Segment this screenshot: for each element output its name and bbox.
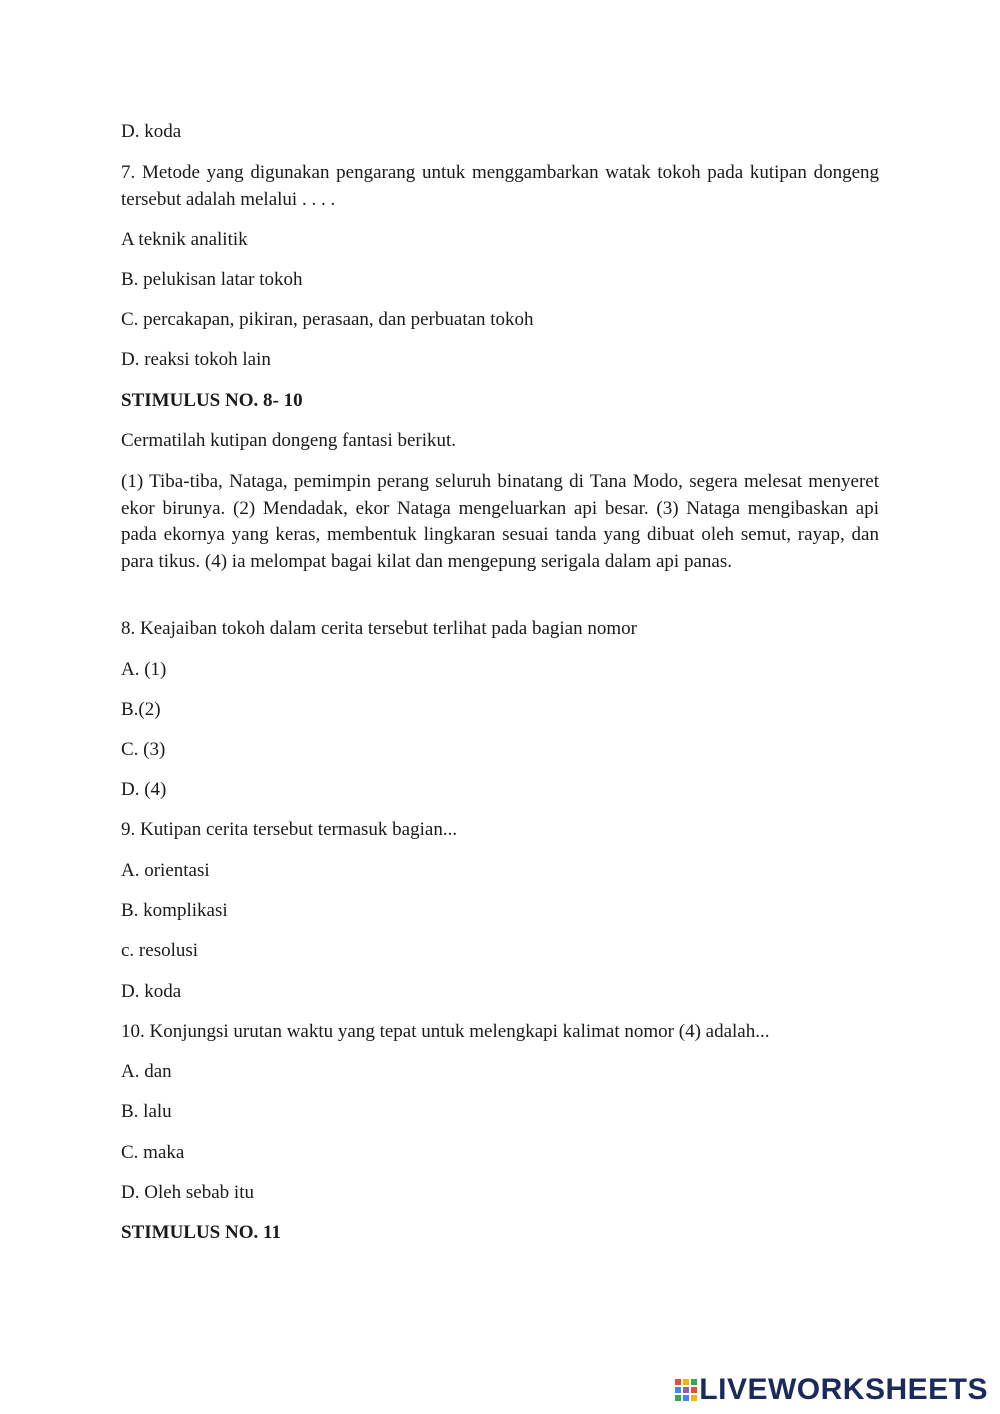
- instruction-text: Cermatilah kutipan dongeng fantasi berikut.: [121, 430, 457, 451]
- question-10: 10. Konjungsi urutan waktu yang tepat untuk melengkapi kalimat nomor (4) adalah...: [121, 1021, 770, 1042]
- question-8: 8. Keajaiban tokoh dalam cerita tersebut terlihat pada bagian nomor: [121, 618, 637, 639]
- answer-option: A. orientasi: [121, 860, 210, 881]
- answer-option: C. maka: [121, 1142, 185, 1163]
- stimulus-heading: STIMULUS NO. 11: [121, 1222, 281, 1243]
- answer-option: B. lalu: [121, 1101, 172, 1122]
- answer-option: A. (1): [121, 659, 167, 680]
- brand-name: LIVEWORKSHEETS: [699, 1373, 988, 1406]
- liveworksheets-logo-icon: [675, 1379, 697, 1401]
- question-9: 9. Kutipan cerita tersebut termasuk bagian...: [121, 819, 458, 840]
- answer-option: c. resolusi: [121, 940, 199, 961]
- story-passage: (1) Tiba-tiba, Nataga, pemimpin perang seluruh binatang di Tana Modo, segera melesat menyeret ekor birunya. (2) Mendadak, ekor Nataga mengeluarkan api besar. (3) Nataga mengibaskan api pada ekornya yang keras, membentuk lingkaran sesuai tanda yang dibuat oleh semut, rayap, dan para tikus. (4) ia melompat bagai kilat dan mengepung serigala dalam api panas.: [121, 471, 879, 572]
- answer-option: B. komplikasi: [121, 900, 228, 921]
- liveworksheets-logo[interactable]: [675, 1374, 988, 1406]
- answer-option: B.(2): [121, 699, 161, 720]
- question-7: 7. Metode yang digunakan pengarang untuk menggambarkan watak tokoh pada kutipan dongeng tersebut adalah melalui . . . .: [121, 162, 879, 210]
- answer-option: D. reaksi tokoh lain: [121, 349, 271, 370]
- answer-option: A teknik analitik: [121, 229, 248, 250]
- answer-option: C. (3): [121, 739, 166, 760]
- answer-option: D. Oleh sebab itu: [121, 1182, 254, 1203]
- answer-option: D. koda: [121, 121, 182, 142]
- answer-option: B. pelukisan latar tokoh: [121, 269, 303, 290]
- stimulus-heading: STIMULUS NO. 8- 10: [121, 390, 303, 411]
- answer-option: A. dan: [121, 1061, 172, 1082]
- answer-option: D. koda: [121, 981, 182, 1002]
- answer-option: D. (4): [121, 779, 167, 800]
- answer-option: C. percakapan, pikiran, perasaan, dan perbuatan tokoh: [121, 309, 534, 330]
